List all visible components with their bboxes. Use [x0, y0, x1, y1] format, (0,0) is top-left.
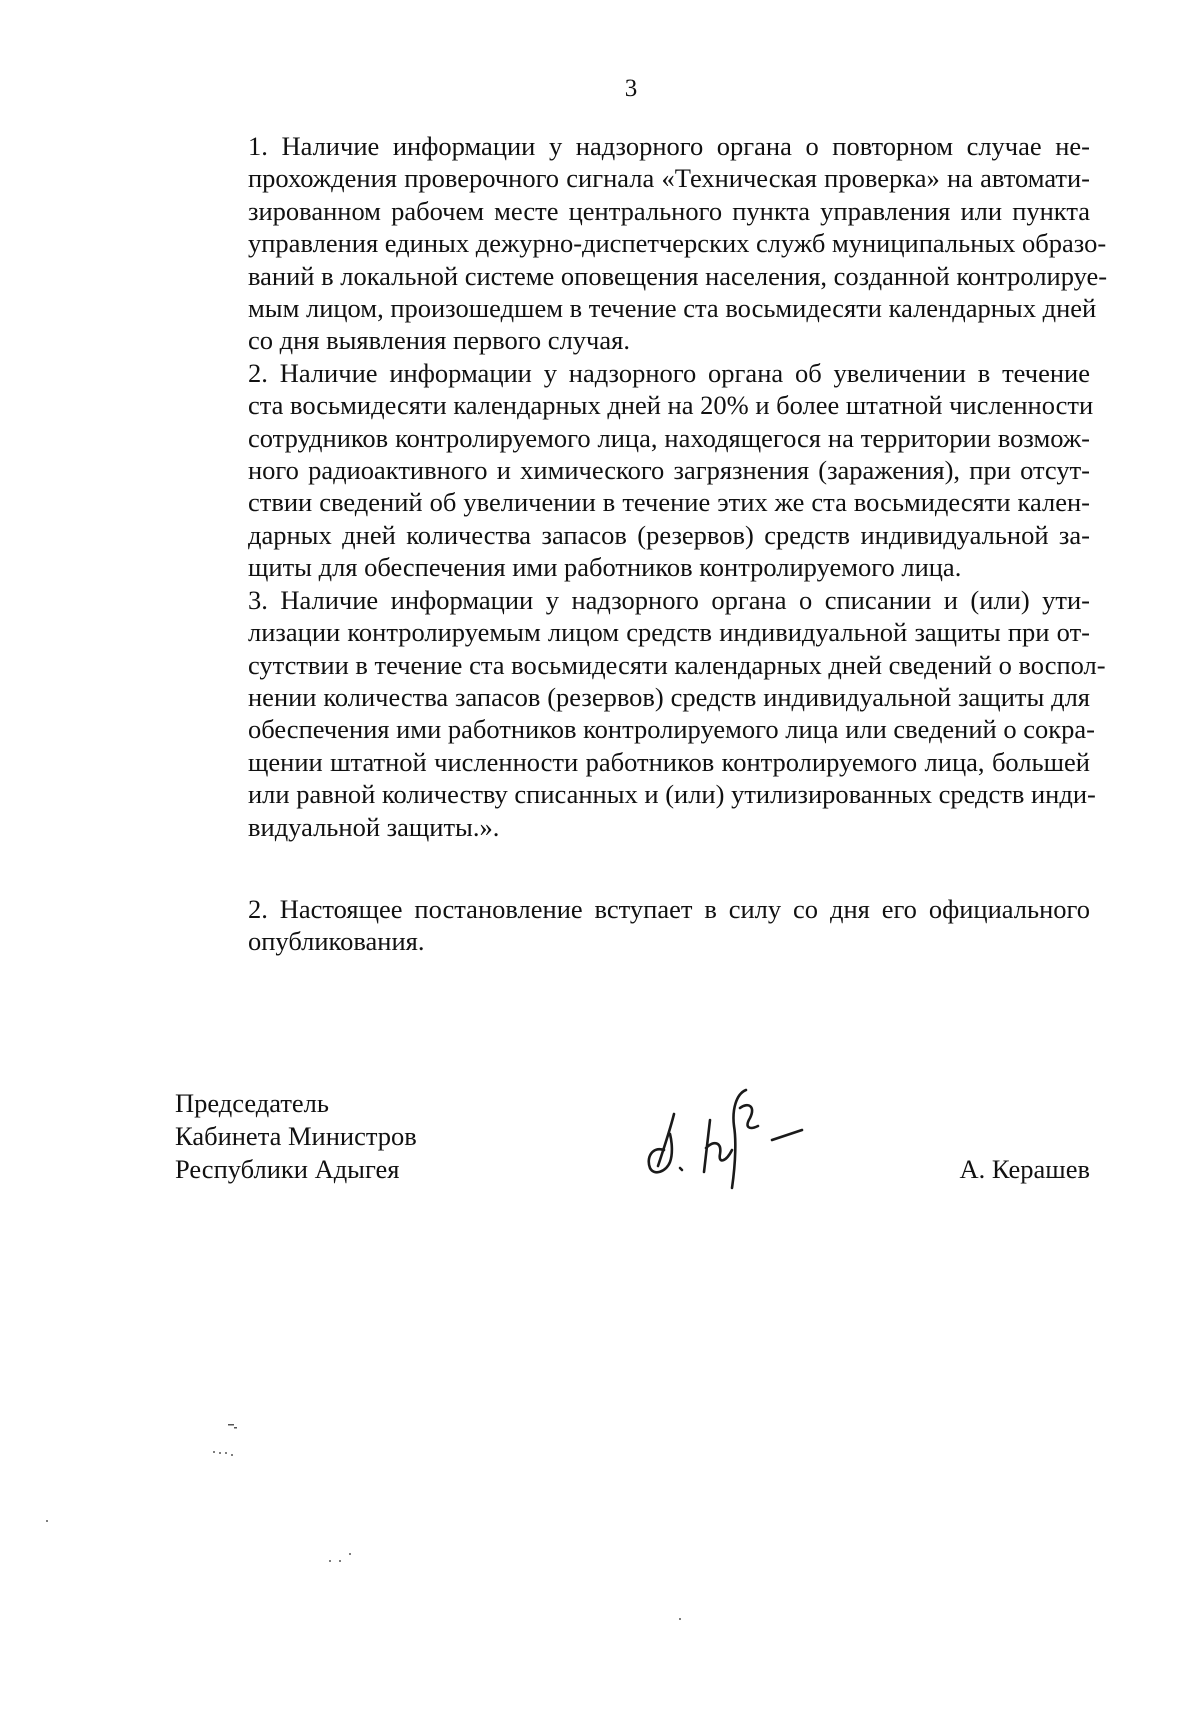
- paragraph-section-2: [175, 893, 1090, 958]
- text-line: ваний в локальной системе оповещения населения, созданной контролируе-: [248, 260, 1108, 291]
- text-line: видуальной защиты.».: [248, 811, 500, 842]
- text-line: ного радиоактивного и химического загрязнения (заражения), при отсут-: [248, 455, 1090, 486]
- text-line: управления единых дежурно-диспетчерских служб муниципальных образо-: [248, 228, 1107, 259]
- text-line: дарных дней количества запасов (резервов) средств индивидуальной за-: [248, 519, 1090, 550]
- signatory-name: А. Керашев: [959, 1154, 1090, 1184]
- text-line: нении количества запасов (резервов) средств индивидуальной защиты для: [248, 681, 1090, 712]
- section-2-text: [175, 893, 1090, 958]
- text-line: сутствии в течение ста восьмидесяти календарных дней сведений о воспол-: [248, 649, 1106, 680]
- text-line: обеспечения ими работников контролируемого лица или сведений о сокра-: [248, 714, 1095, 745]
- signatory-title-line: Кабинета Министров: [175, 1121, 417, 1151]
- text-line: ствии сведений об увеличении в течение этих же ста восьмидесяти кален-: [248, 487, 1090, 518]
- text-line: лизации контролируемым лицом средств индивидуальной защиты при от-: [248, 617, 1090, 648]
- paragraph-item-2: [175, 357, 1094, 584]
- text-line: со дня выявления первого случая.: [248, 325, 630, 356]
- text-line: сотрудников контролируемого лица, находящегося на территории возмож-: [248, 422, 1090, 453]
- signatory-title-line: Республики Адыгея: [175, 1154, 400, 1184]
- text-line: щиты для обеспечения ими работников контролируемого лица.: [248, 552, 962, 583]
- signatory-title: [175, 1087, 417, 1186]
- text-line: прохождения проверочного сигнала «Техническая проверка» на автомати-: [248, 163, 1090, 194]
- text-line: 2. Наличие информации у надзорного органа об увеличении в течение: [248, 357, 1090, 388]
- document-body: [175, 130, 1108, 843]
- text-line: 2. Настоящее постановление вступает в силу со дня его официального: [248, 894, 1090, 924]
- text-line: ста восьмидесяти календарных дней на 20% и более штатной численности: [248, 390, 1094, 421]
- text-line: 3. Наличие информации у надзорного органа о списании и (или) ути-: [248, 584, 1090, 615]
- signatory-title-line: Председатель: [175, 1088, 329, 1118]
- text-line: мым лицом, произошедшем в течение ста восьмидесяти календарных дней: [248, 293, 1097, 324]
- text-line: зированном рабочем месте центрального пункта управления или пункта: [248, 195, 1090, 226]
- paragraph-item-3: [175, 584, 1106, 843]
- text-line: или равной количеству списанных и (или) утилизированных средств инди-: [248, 779, 1096, 810]
- paragraph-item-1: [175, 130, 1108, 357]
- handwritten-signature: [640, 1080, 840, 1190]
- text-line: щении штатной численности работников контролируемого лица, большей: [248, 746, 1090, 777]
- text-line: опубликования.: [248, 926, 425, 957]
- text-line: 1. Наличие информации у надзорного органа о повторном случае не-: [248, 131, 1090, 161]
- page-number: 3: [624, 75, 638, 102]
